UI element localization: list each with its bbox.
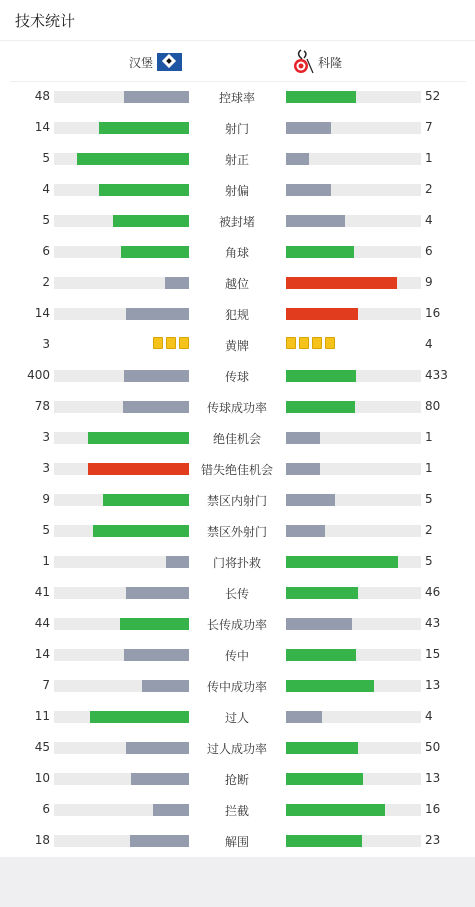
home-bar-fill	[153, 804, 189, 816]
away-value: 46	[425, 585, 441, 599]
stat-row	[0, 515, 475, 546]
stat-row	[0, 329, 475, 360]
home-value: 14	[34, 120, 50, 134]
stat-row	[0, 670, 475, 701]
home-bar-track	[54, 401, 189, 413]
home-bar-track	[54, 525, 189, 537]
away-bar-track	[286, 835, 421, 847]
home-bar-fill	[131, 773, 189, 785]
away-bar-fill	[286, 401, 355, 413]
stat-label: 长传成功率	[206, 618, 267, 632]
away-bar-track	[286, 184, 421, 196]
home-value: 6	[42, 244, 50, 258]
stat-row	[0, 825, 475, 856]
stat-label: 禁区外射门	[206, 525, 267, 539]
stat-row	[0, 701, 475, 732]
away-bar-track	[286, 91, 421, 103]
away-value: 13	[425, 771, 441, 785]
home-value: 3	[42, 337, 50, 351]
home-value: 78	[34, 399, 50, 413]
stat-label: 门将扑救	[212, 556, 261, 570]
away-bar-fill	[286, 773, 363, 785]
home-value: 3	[42, 461, 50, 475]
stat-label: 过人成功率	[206, 742, 267, 756]
away-bar-fill	[286, 556, 398, 568]
home-bar-fill	[113, 215, 189, 227]
stat-row	[0, 608, 475, 639]
home-team[interactable]	[129, 53, 182, 71]
yellow-card-icon	[166, 337, 176, 349]
stat-row	[0, 763, 475, 794]
home-bar-fill	[124, 370, 189, 382]
away-bar-fill	[286, 463, 320, 475]
away-bar-track	[286, 246, 421, 258]
stat-label: 黄牌	[224, 339, 249, 353]
home-bar-fill	[126, 308, 189, 320]
home-bar-fill	[103, 494, 189, 506]
away-bar-fill	[286, 153, 309, 165]
away-value: 4	[425, 709, 433, 723]
stat-label: 射正	[224, 153, 249, 167]
away-value: 52	[425, 89, 441, 103]
stat-label: 拦截	[224, 804, 249, 818]
home-bar-track	[54, 246, 189, 258]
away-bar-fill	[286, 587, 358, 599]
away-bar-track	[286, 153, 421, 165]
home-bar-track	[54, 711, 189, 723]
yellow-card-icon	[325, 337, 335, 349]
stat-label: 传球成功率	[206, 401, 267, 415]
home-value: 45	[34, 740, 50, 754]
away-bar-track	[286, 122, 421, 134]
away-bar-track	[286, 556, 421, 568]
away-bar-fill	[286, 184, 331, 196]
away-bar-fill	[286, 308, 358, 320]
away-bar-fill	[286, 370, 356, 382]
stat-row	[0, 391, 475, 422]
away-bar-track	[286, 804, 421, 816]
home-bar-fill	[124, 91, 189, 103]
stat-row	[0, 794, 475, 825]
stat-label: 传中成功率	[206, 680, 267, 694]
yellow-card-icon	[299, 337, 309, 349]
home-bar-fill	[77, 153, 189, 165]
stat-label: 抢断	[224, 773, 249, 787]
away-bar-track	[286, 649, 421, 661]
away-bar-track	[286, 308, 421, 320]
home-bar-track	[54, 463, 189, 475]
stats-list	[0, 81, 475, 856]
stat-label: 越位	[224, 277, 249, 291]
stat-row	[0, 298, 475, 329]
home-value: 2	[42, 275, 50, 289]
stat-row	[0, 143, 475, 174]
away-value: 433	[425, 368, 448, 382]
away-value: 4	[425, 337, 433, 351]
stat-row	[0, 546, 475, 577]
away-bar-track	[286, 370, 421, 382]
away-value: 5	[425, 492, 433, 506]
home-value: 18	[34, 833, 50, 847]
stat-label: 传中	[224, 649, 249, 663]
stat-row	[0, 360, 475, 391]
stat-row	[0, 639, 475, 670]
home-bar-fill	[88, 432, 189, 444]
away-bar-track	[286, 742, 421, 754]
away-bar-track	[286, 215, 421, 227]
home-bar-track	[54, 91, 189, 103]
stat-label: 长传	[224, 587, 249, 601]
teams-header	[10, 41, 466, 82]
home-value: 7	[42, 678, 50, 692]
hamburg-logo-icon	[157, 53, 182, 71]
yellow-card-icon	[179, 337, 189, 349]
away-bar-track	[286, 773, 421, 785]
home-bar-fill	[99, 184, 189, 196]
away-bar-fill	[286, 711, 322, 723]
stat-row	[0, 81, 475, 112]
stat-label: 过人	[224, 711, 249, 725]
away-value: 4	[425, 213, 433, 227]
home-value: 4	[42, 182, 50, 196]
away-value: 50	[425, 740, 441, 754]
home-bar-track	[54, 773, 189, 785]
stat-row	[0, 453, 475, 484]
away-value: 43	[425, 616, 441, 630]
home-bar-track	[54, 587, 189, 599]
home-team-name: 汉堡	[128, 55, 153, 70]
stat-row	[0, 732, 475, 763]
away-value: 2	[425, 523, 433, 537]
stat-row	[0, 267, 475, 298]
home-value: 5	[42, 151, 50, 165]
away-team-name: 科隆	[318, 55, 343, 70]
stat-label: 射偏	[224, 184, 249, 198]
stat-label: 禁区内射门	[206, 494, 267, 508]
home-bar-track	[54, 742, 189, 754]
away-yellow-cards	[286, 337, 335, 349]
stat-row	[0, 484, 475, 515]
page-title: 技术统计	[15, 12, 76, 30]
away-bar-track	[286, 432, 421, 444]
away-value: 6	[425, 244, 433, 258]
home-bar-fill	[123, 401, 189, 413]
home-bar-track	[54, 680, 189, 692]
away-value: 23	[425, 833, 441, 847]
home-bar-fill	[130, 835, 189, 847]
away-value: 15	[425, 647, 441, 661]
stat-row	[0, 174, 475, 205]
stat-label: 射门	[224, 122, 249, 136]
home-bar-fill	[165, 277, 189, 289]
home-bar-track	[54, 432, 189, 444]
yellow-card-icon	[286, 337, 296, 349]
home-value: 6	[42, 802, 50, 816]
away-bar-track	[286, 277, 421, 289]
away-value: 9	[425, 275, 433, 289]
away-bar-fill	[286, 649, 356, 661]
home-value: 11	[34, 709, 50, 723]
away-bar-track	[286, 525, 421, 537]
away-value: 16	[425, 802, 441, 816]
stat-label: 绝佳机会	[212, 432, 261, 446]
away-value: 1	[425, 151, 433, 165]
home-bar-track	[54, 277, 189, 289]
away-bar-fill	[286, 835, 362, 847]
home-value: 48	[34, 89, 50, 103]
home-value: 1	[42, 554, 50, 568]
home-bar-fill	[121, 246, 189, 258]
home-bar-fill	[120, 618, 189, 630]
home-value: 400	[27, 368, 50, 382]
home-bar-track	[54, 494, 189, 506]
away-bar-fill	[286, 525, 325, 537]
home-bar-track	[54, 122, 189, 134]
koln-logo-icon	[292, 49, 314, 75]
home-bar-fill	[126, 587, 189, 599]
stat-label: 被封堵	[218, 215, 255, 229]
home-bar-track	[54, 153, 189, 165]
away-value: 80	[425, 399, 441, 413]
away-bar-track	[286, 463, 421, 475]
home-value: 3	[42, 430, 50, 444]
home-bar-track	[54, 184, 189, 196]
home-bar-track	[54, 370, 189, 382]
stat-row	[0, 422, 475, 453]
home-bar-track	[54, 618, 189, 630]
away-bar-track	[286, 494, 421, 506]
away-bar-track	[286, 680, 421, 692]
stat-label: 解围	[224, 835, 249, 849]
yellow-card-icon	[153, 337, 163, 349]
stat-label: 传球	[224, 370, 249, 384]
away-bar-fill	[286, 91, 356, 103]
away-bar-fill	[286, 494, 335, 506]
away-value: 5	[425, 554, 433, 568]
away-bar-fill	[286, 215, 345, 227]
stat-row	[0, 112, 475, 143]
away-bar-fill	[286, 742, 358, 754]
home-value: 14	[34, 647, 50, 661]
yellow-card-icon	[312, 337, 322, 349]
home-bar-fill	[124, 649, 189, 661]
home-value: 10	[34, 771, 50, 785]
home-yellow-cards	[153, 337, 189, 349]
away-bar-fill	[286, 680, 374, 692]
home-bar-fill	[88, 463, 189, 475]
away-value: 1	[425, 430, 433, 444]
stat-row	[0, 236, 475, 267]
away-value: 13	[425, 678, 441, 692]
away-bar-track	[286, 401, 421, 413]
away-bar-fill	[286, 618, 352, 630]
stat-label: 控球率	[218, 91, 255, 105]
stat-row	[0, 205, 475, 236]
stat-label: 错失绝佳机会	[200, 463, 273, 477]
away-bar-track	[286, 587, 421, 599]
away-bar-fill	[286, 804, 385, 816]
away-value: 1	[425, 461, 433, 475]
stat-row	[0, 577, 475, 608]
home-bar-track	[54, 308, 189, 320]
away-bar-track	[286, 618, 421, 630]
home-bar-fill	[93, 525, 189, 537]
home-bar-track	[54, 215, 189, 227]
home-bar-track	[54, 556, 189, 568]
home-bar-fill	[99, 122, 189, 134]
away-value: 2	[425, 182, 433, 196]
home-value: 14	[34, 306, 50, 320]
home-value: 44	[34, 616, 50, 630]
home-bar-track	[54, 835, 189, 847]
home-value: 5	[42, 523, 50, 537]
away-value: 16	[425, 306, 441, 320]
home-bar-fill	[142, 680, 189, 692]
away-bar-fill	[286, 432, 320, 444]
home-value: 41	[34, 585, 50, 599]
away-bar-fill	[286, 122, 331, 134]
home-value: 5	[42, 213, 50, 227]
home-bar-fill	[90, 711, 189, 723]
home-bar-fill	[166, 556, 189, 568]
home-bar-track	[54, 804, 189, 816]
away-bar-track	[286, 711, 421, 723]
away-bar-fill	[286, 277, 397, 289]
home-bar-track	[54, 649, 189, 661]
away-team[interactable]	[292, 49, 342, 75]
stat-label: 角球	[224, 246, 249, 260]
away-bar-fill	[286, 246, 354, 258]
home-bar-fill	[126, 742, 189, 754]
stat-label: 犯规	[224, 308, 249, 322]
home-value: 9	[42, 492, 50, 506]
away-value: 7	[425, 120, 433, 134]
